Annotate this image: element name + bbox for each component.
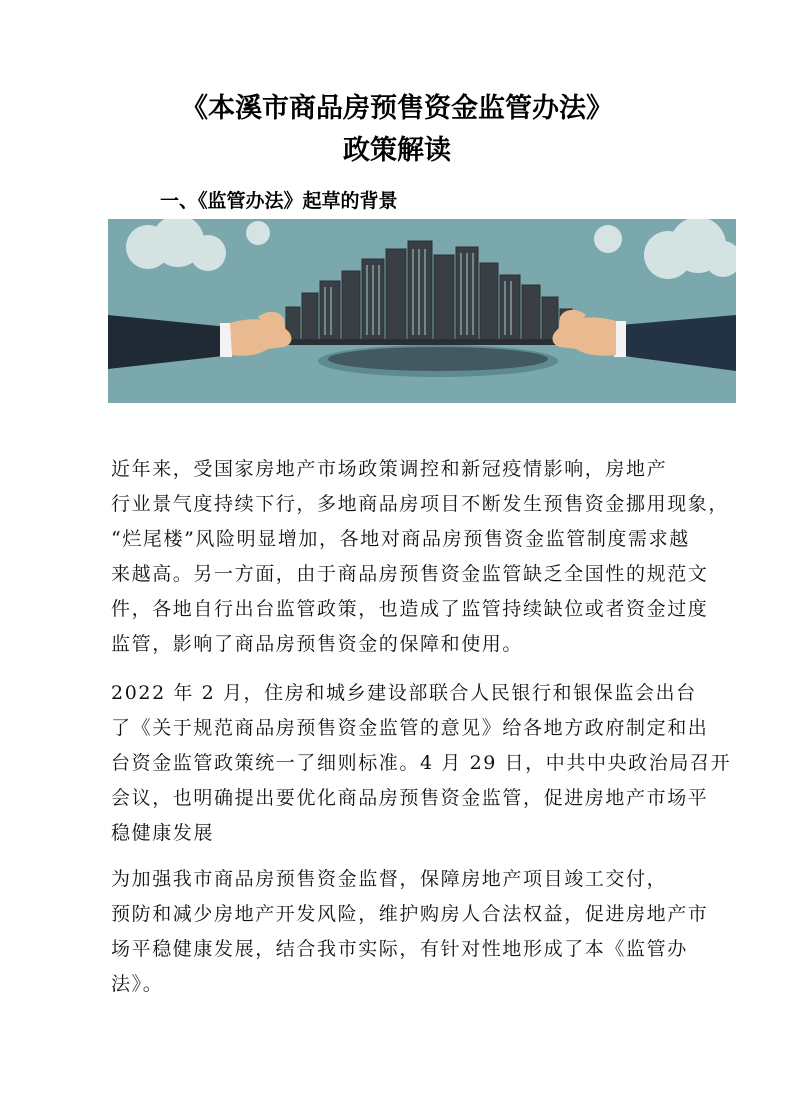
paragraph-line: 法》。	[111, 973, 164, 995]
paragraph-line: 台资金监管政策统一了细则标准。4 月 29 日，中共中央政治局召开	[111, 752, 732, 774]
paragraph-purpose	[111, 862, 746, 1002]
document-subtitle: 政策解读	[343, 135, 451, 166]
paragraph-line: 近年来，受国家房地产市场政策调控和新冠疫情影响，房地产	[111, 458, 668, 480]
paragraph-line: 来越高。另一方面，由于商品房预售资金监管缺乏全国性的规范文	[111, 563, 709, 585]
paragraph-line: 稳健康发展	[111, 822, 215, 844]
paragraph-line: 2022 年 2 月，住房和城乡建设部联合人民银行和银保监会出台	[111, 682, 697, 704]
paragraph-line: 会议，也明确提出要优化商品房预售资金监管，促进房地产市场平	[111, 787, 709, 809]
paragraph-line: 行业景气度持续下行，多地商品房项目不断发生预售资金挪用现象，	[111, 493, 730, 515]
paragraph-background	[111, 452, 746, 662]
paragraph-line: 场平稳健康发展，结合我市实际，有针对性地形成了本《监管办	[111, 938, 688, 960]
document-title: 《本溪市商品房预售资金监管办法》	[181, 93, 613, 124]
paragraph-line: “烂尾楼”风险明显增加，各地对商品房预售资金监管制度需求越	[111, 528, 690, 550]
city-hands-illustration	[108, 219, 736, 403]
section-heading: 一、《监管办法》起草的背景	[160, 190, 398, 212]
paragraph-line: 件，各地自行出台监管政策，也造成了监管持续缺位或者资金过度	[111, 598, 709, 620]
paragraph-line: 了《关于规范商品房预售资金监管的意见》给各地方政府制定和出	[111, 717, 709, 739]
paragraph-line: 监管，影响了商品房预售资金的保障和使用。	[111, 633, 524, 655]
paragraph-line: 预防和减少房地产开发风险，维护购房人合法权益，促进房地产市	[111, 903, 709, 925]
paragraph-policy	[111, 676, 746, 851]
paragraph-line: 为加强我市商品房预售资金监督，保障房地产项目竣工交付，	[111, 868, 668, 890]
